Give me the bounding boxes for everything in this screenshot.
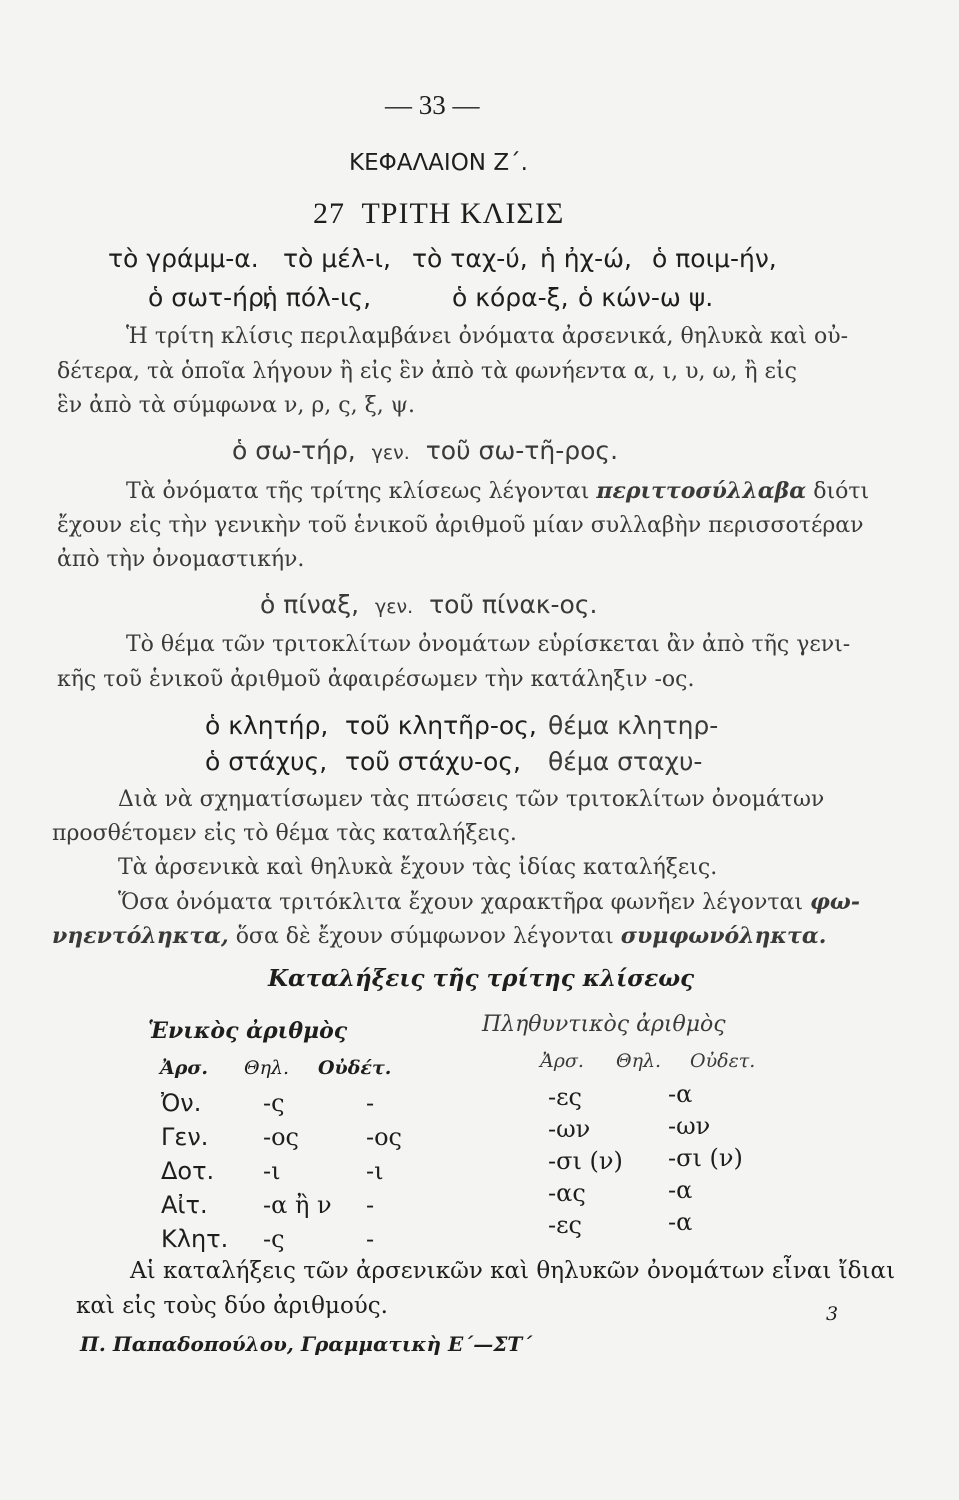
ending-singular-masc-fem: -α ἢ ν: [263, 1191, 332, 1219]
case-label: Δοτ.: [161, 1157, 215, 1185]
ending-singular-masc-fem: -ι: [263, 1157, 281, 1185]
genitive: τοῦ κλητῆρ-ος,: [345, 711, 537, 740]
example-word: τὸ ταχ-ύ,: [412, 244, 528, 273]
example-word: τὸ μέλ-ι,: [283, 244, 391, 273]
ending-singular-neuter: -: [366, 1089, 375, 1117]
nominative: ὁ στάχυς,: [205, 747, 328, 776]
page-number: — 33 —: [385, 90, 480, 120]
text-line: δέτερα, τὰ ὁποῖα λήγουν ἢ εἰς ἓν ἀπὸ τὰ φωνήεντα α, ι, υ, ω, ἢ εἰς: [57, 359, 797, 384]
ending-singular-neuter: -: [366, 1225, 375, 1253]
example-pinax: [260, 590, 597, 619]
text-line: Τὰ ἀρσενικὰ καὶ θηλυκὰ ἔχουν τὰς ἰδίας καταλήξεις.: [118, 855, 718, 880]
ending-singular-neuter: -: [366, 1191, 375, 1219]
text-line: [118, 889, 860, 915]
text-line: Διὰ νὰ σχηματίσωμεν τὰς πτώσεις τῶν τριτοκλίτων ὀνομάτων: [118, 787, 825, 812]
theme: θέμα σταχυ-: [548, 747, 703, 776]
ending-plural-neuter: -α: [668, 1080, 693, 1108]
case-label: Αἰτ.: [161, 1191, 208, 1219]
table-title: Καταλήξεις τῆς τρίτης κλίσεως: [268, 965, 695, 992]
section-title-text: ΤΡΙΤΗ ΚΛΙΣΙΣ: [361, 197, 565, 230]
genitive: τοῦ στάχυ-ος,: [345, 747, 521, 776]
ending-singular-masc-fem: -ς: [263, 1089, 285, 1117]
term-perittosyllaba: περιττοσύλλαβα: [596, 478, 807, 504]
example-word: ἡ ἠχ-ώ,: [540, 244, 632, 273]
text-segment: Τὰ ὀνόματα τῆς τρίτης κλίσεως λέγονται: [126, 479, 590, 504]
case-label: Ὀν.: [161, 1089, 202, 1117]
text-line: καὶ εἰς τοὺς δύο ἀριθμούς.: [76, 1293, 388, 1319]
ending-singular-neuter: -ι: [366, 1157, 384, 1185]
example-word: τὸ γράμμ-α.: [108, 244, 259, 273]
text-segment: ὅσα δὲ ἔχουν σύμφωνον λέγονται: [235, 924, 614, 949]
theme: θέμα κλητηρ-: [548, 711, 719, 740]
ending-plural-neuter: -α: [668, 1208, 693, 1236]
text-line: ἓν ἀπὸ τὰ σύμφωνα ν, ρ, ς, ξ, ψ.: [57, 393, 415, 418]
nominative: ὁ σω-τήρ,: [232, 436, 356, 465]
text-line: Αἱ καταλήξεις τῶν ἀρσενικῶν καὶ θηλυκῶν ὀνομάτων εἶναι ἴδιαι: [130, 1258, 896, 1284]
text-line: Τὸ θέμα τῶν τριτοκλίτων ὀνομάτων εὑρίσκεται ἂν ἀπὸ τῆς γενι-: [126, 632, 851, 657]
genitive: τοῦ πίνακ-ος.: [429, 590, 598, 619]
nominative: ὁ κλητήρ,: [205, 711, 329, 740]
section-number: 27: [313, 197, 345, 230]
term-fonienta: φω-: [810, 889, 860, 915]
example-word: ὁ κών-ω ψ.: [578, 283, 714, 312]
printer-signature-mark: 3: [826, 1303, 839, 1325]
gender-header: Θηλ.: [616, 1050, 662, 1072]
text-line: [52, 923, 826, 949]
footer-attribution: Π. Παπαδοπούλου, Γραμματικὴ Ε΄—ΣΤ΄: [80, 1332, 533, 1356]
genitive-label: γεν.: [375, 596, 414, 618]
text-line: ἔχουν εἰς τὴν γενικὴν τοῦ ἑνικοῦ ἀριθμοῦ μίαν συλλαβὴν περισσοτέραν: [57, 513, 864, 538]
ending-plural-masc-fem: -ων: [548, 1115, 591, 1143]
ending-singular-masc-fem: -ς: [263, 1225, 285, 1253]
ending-plural-masc-fem: -ες: [548, 1083, 582, 1111]
term-symfonolekta: συμφωνόληκτα.: [620, 923, 827, 949]
ending-plural-masc-fem: -ες: [548, 1211, 582, 1239]
section-title: [313, 197, 564, 231]
text-line: ἀπὸ τὴν ὀνομαστικήν.: [57, 547, 305, 572]
text-line: προσθέτομεν εἰς τὸ θέμα τὰς καταλήξεις.: [52, 821, 517, 846]
gender-header: Οὐδέτ.: [318, 1057, 392, 1079]
gender-header: Οὐδετ.: [690, 1050, 756, 1072]
genitive-label: γεν.: [371, 442, 410, 464]
example-word: ὁ ποιμ-ήν,: [652, 244, 777, 273]
ending-singular-neuter: -ος: [366, 1123, 402, 1151]
text-line: κῆς τοῦ ἑνικοῦ ἀριθμοῦ ἀφαιρέσωμεν τὴν κατάληξιν -ος.: [57, 667, 695, 692]
ending-plural-masc-fem: -σι (ν): [548, 1147, 623, 1175]
text-segment: διότι: [813, 479, 870, 504]
ending-plural-neuter: -σι (ν): [668, 1144, 743, 1172]
gender-header: Ἀρσ.: [540, 1050, 584, 1072]
text-line: [126, 478, 869, 504]
gender-header: Θηλ.: [244, 1057, 290, 1079]
example-word: ὁ κόρα-ξ,: [452, 283, 569, 312]
case-label: Γεν.: [161, 1123, 209, 1151]
nominative: ὁ πίναξ,: [260, 590, 360, 619]
ending-singular-masc-fem: -ος: [263, 1123, 299, 1151]
ending-plural-masc-fem: -ας: [548, 1179, 586, 1207]
singular-header: Ἑνικὸς ἀριθμὸς: [148, 1018, 348, 1044]
plural-header: Πληθυντικὸς ἀριθμὸς: [482, 1012, 726, 1037]
chapter-heading: ΚΕΦΑΛΑΙΟΝ Ζ΄.: [349, 150, 528, 176]
ending-plural-neuter: -α: [668, 1176, 693, 1204]
gender-header: Ἀρσ.: [160, 1057, 209, 1079]
example-word: ὁ σωτ-ήρ,: [148, 283, 272, 312]
text-line: Ἡ τρίτη κλίσις περιλαμβάνει ὀνόματα ἀρσενικά, θηλυκὰ καὶ οὐ-: [126, 324, 849, 349]
text-segment: Ὅσα ὀνόματα τριτόκλιτα ἔχουν χαρακτῆρα φωνῆεν λέγονται: [118, 890, 804, 915]
case-label: Κλητ.: [161, 1225, 229, 1253]
example-soter: [232, 436, 618, 465]
term-fonienta-end: νηεντόληκτα,: [52, 923, 229, 949]
genitive: τοῦ σω-τῆ-ρος.: [425, 436, 619, 465]
example-word: ἡ πόλ-ις,: [262, 283, 372, 312]
ending-plural-neuter: -ων: [668, 1112, 711, 1140]
